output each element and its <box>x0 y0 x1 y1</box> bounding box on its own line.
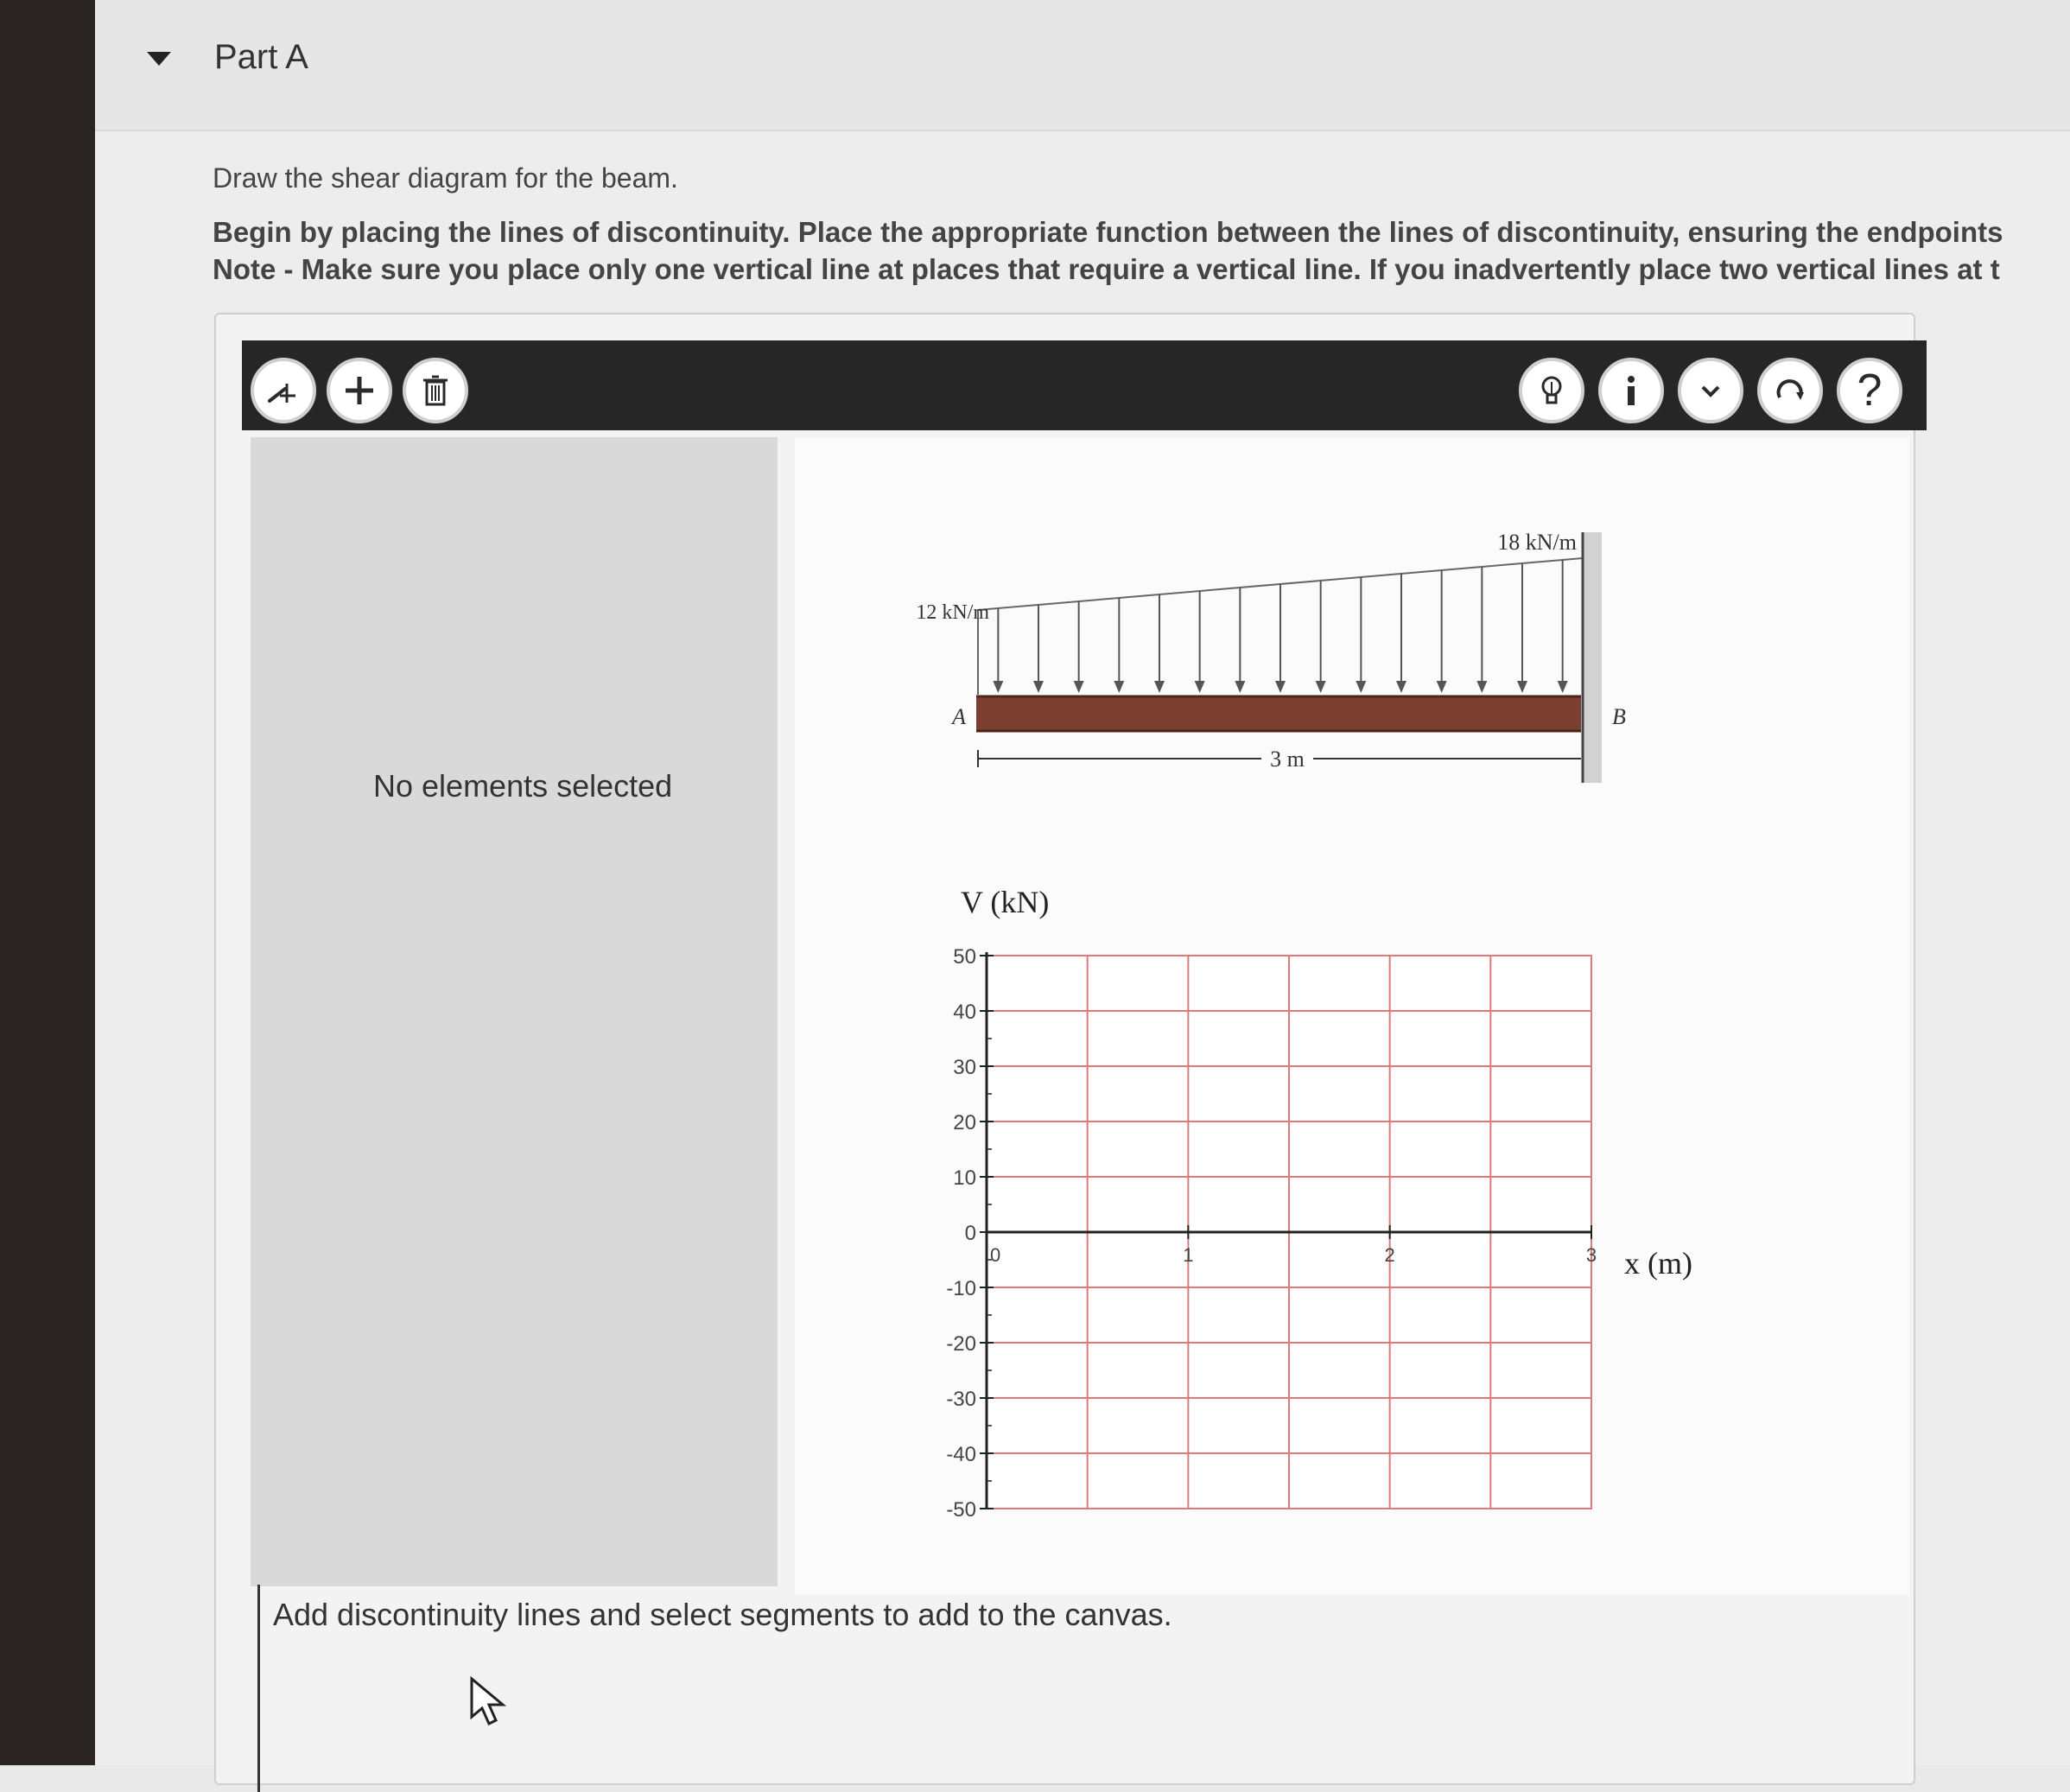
reset-button[interactable] <box>1757 358 1823 423</box>
part-header[interactable] <box>95 0 2070 131</box>
lightbulb-icon <box>1533 372 1571 410</box>
y-tick-label: -30 <box>946 1388 976 1411</box>
y-tick-label: -50 <box>946 1498 976 1522</box>
y-tick-label: 50 <box>953 945 976 969</box>
y-tick-label: -20 <box>946 1332 976 1356</box>
toolbar <box>242 340 1927 430</box>
load-arrowhead <box>1195 681 1205 693</box>
mouse-cursor-icon <box>468 1675 510 1727</box>
load-arrowhead <box>1316 681 1326 693</box>
reset-icon <box>1771 372 1809 410</box>
selection-panel <box>251 437 778 1586</box>
page <box>95 0 2070 1765</box>
y-tick-label: 0 <box>964 1222 976 1245</box>
trash-icon <box>416 372 454 410</box>
add-discontinuity-button[interactable] <box>251 358 316 423</box>
load-arrowhead <box>1517 681 1527 693</box>
load-arrowhead <box>993 681 1003 693</box>
load-arrowhead <box>1114 681 1124 693</box>
x-axis-label: x (m) <box>1624 1246 1692 1280</box>
y-tick-label: 40 <box>953 1001 976 1024</box>
load-arrowhead <box>1558 681 1568 693</box>
beam-figure <box>795 437 1909 843</box>
help-button[interactable] <box>1837 358 1902 423</box>
load-arrowhead <box>1396 681 1406 693</box>
x-tick-label: 0 <box>990 1244 1001 1266</box>
add-segment-button[interactable] <box>327 358 392 423</box>
instruction-text: Draw the shear diagram for the beam. <box>213 162 678 194</box>
discontinuity-icon <box>264 372 302 410</box>
drawing-widget <box>214 313 1915 1785</box>
part-title: Part A <box>214 38 308 76</box>
load-arrowhead <box>1275 681 1286 693</box>
x-tick-label: 1 <box>1183 1244 1194 1266</box>
y-tick-label: -10 <box>946 1277 976 1300</box>
dropdown-button[interactable] <box>1678 358 1743 423</box>
selection-status: No elements selected <box>373 768 673 804</box>
delete-button[interactable] <box>403 358 468 423</box>
x-tick-label: 2 <box>1384 1244 1395 1266</box>
point-a-label: A <box>952 704 966 729</box>
instruction-note: Note - Make sure you place only one vertical line at places that require a vertical line. If you inadvertently place two vertical lines at t <box>213 253 2000 285</box>
load-arrowhead <box>1356 681 1366 693</box>
collapse-triangle-icon[interactable] <box>147 52 171 66</box>
y-axis-label: V (kN) <box>961 885 1050 919</box>
wall-support <box>1583 532 1602 783</box>
drawing-canvas[interactable] <box>795 437 1909 1595</box>
load-arrows <box>993 560 1567 693</box>
span-label: 3 m <box>1270 747 1305 772</box>
hint-button[interactable] <box>1519 358 1584 423</box>
load-arrowhead <box>1074 681 1084 693</box>
shear-diagram-chart <box>795 852 1909 1569</box>
help-icon: ? <box>1857 365 1883 416</box>
load-arrowhead <box>1476 681 1487 693</box>
load-arrowhead <box>1033 681 1044 693</box>
y-tick-label: 20 <box>953 1111 976 1134</box>
info-icon <box>1612 372 1650 410</box>
status-message: Add discontinuity lines and select segments to add to the canvas. <box>273 1597 1172 1632</box>
y-tick-label: 10 <box>953 1166 976 1190</box>
load-arrowhead <box>1235 681 1245 693</box>
load-left-label: 12 kN/m <box>916 601 989 624</box>
chevron-down-icon <box>1692 372 1730 410</box>
beam-body <box>976 696 1581 731</box>
x-tick-label: 3 <box>1585 1244 1597 1266</box>
info-button[interactable] <box>1598 358 1664 423</box>
load-arrowhead <box>1437 681 1447 693</box>
instruction-text-bold: Begin by placing the lines of discontinuity. Place the appropriate function between the lines of discontinuity, ensuring the endpoints <box>213 216 2003 248</box>
point-b-label: B <box>1612 704 1626 729</box>
divider <box>257 1585 260 1792</box>
load-arrowhead <box>1154 681 1165 693</box>
screen-bezel <box>0 0 95 1765</box>
y-tick-label: 30 <box>953 1056 976 1079</box>
y-tick-label: -40 <box>946 1443 976 1466</box>
plus-icon <box>340 372 378 410</box>
load-right-label: 18 kN/m <box>1497 530 1577 555</box>
